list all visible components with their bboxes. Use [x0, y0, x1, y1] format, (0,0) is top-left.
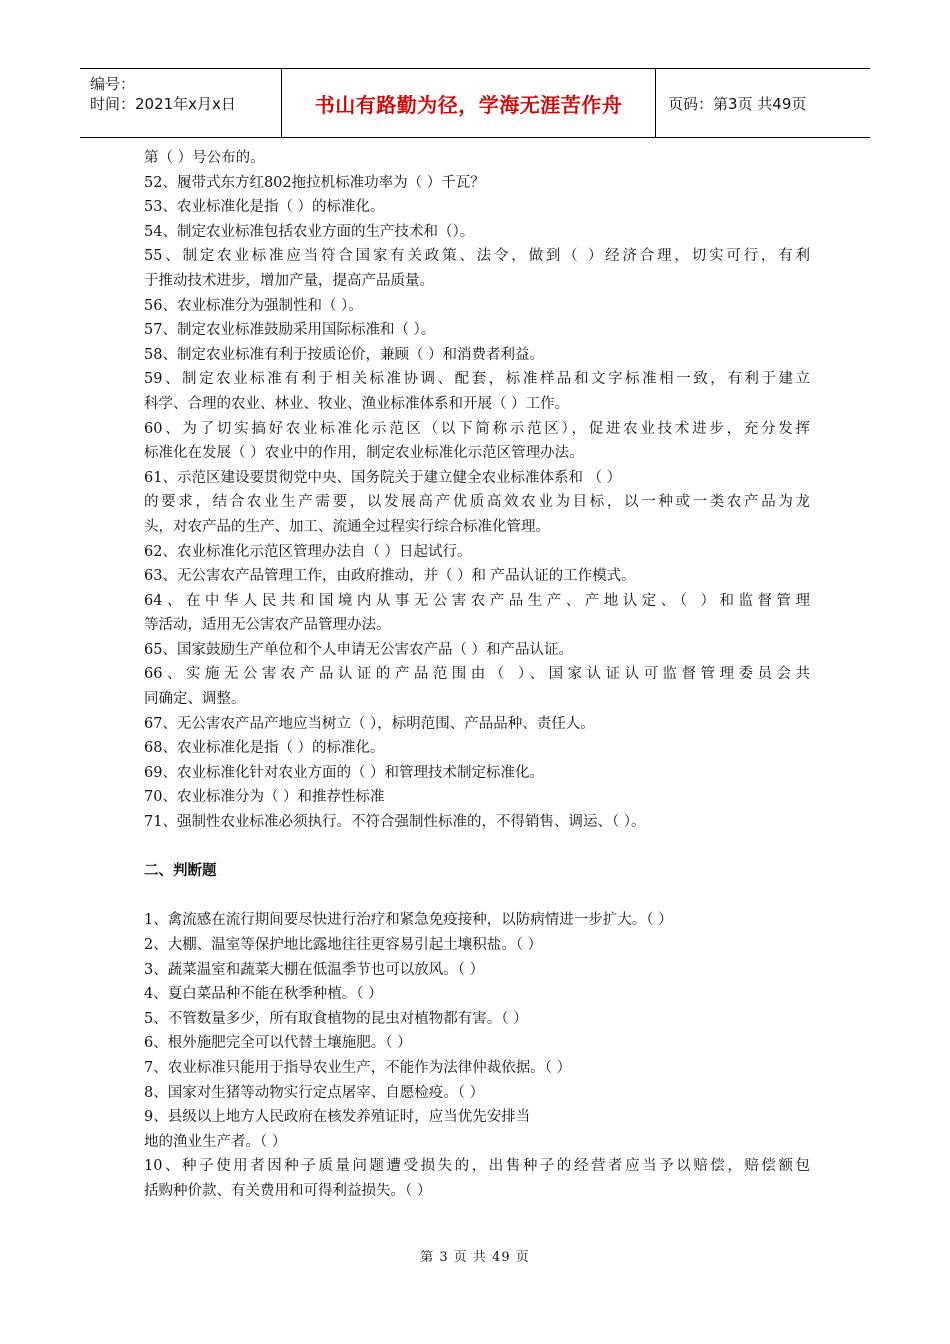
question-line: 61、示范区建设要贯彻党中央、国务院关于建立健全农业标准体系和 （ ）	[144, 469, 622, 486]
header-page-number: 页码：第3页 共49页	[668, 94, 807, 113]
question-line: 64、在中华人民共和国境内从事无公害农产品生产、产地认定、（ ）和监督管理	[144, 592, 810, 609]
judge-line: 9、县级以上地方人民政府在核发养殖证时，应当优先安排当	[144, 1109, 531, 1126]
question-line: 头，对农产品的生产、加工、流通全过程实行综合标准化管理。	[144, 518, 550, 535]
question-line: 于推动技术进步，增加产量，提高产品质量。	[144, 272, 434, 289]
question-line: 65、国家鼓励生产单位和个人申请无公害农产品（ ）和产品认证。	[144, 641, 574, 658]
question-line: 70、农业标准分为（ ）和推荐性标准	[144, 789, 385, 806]
question-line: 66、实施无公害农产品认证的产品范围由（ ）、国家认证认可监督管理委员会共	[144, 666, 810, 683]
judge-line: 3、蔬菜温室和蔬菜大棚在低温季节也可以放风。（ ）	[144, 961, 485, 978]
judge-line: 8、国家对生猪等动物实行定点屠宰、自愿检疫。（ ）	[144, 1084, 485, 1101]
judge-line: 4、夏白菜品种不能在秋季种植。（ ）	[144, 986, 383, 1003]
question-line: 52、履带式东方红802拖拉机标准功率为（ ）千瓦？	[144, 174, 485, 191]
question-line: 54、制定农业标准包括农业方面的生产技术和（）。	[144, 223, 475, 240]
question-line: 同确定、调整。	[144, 691, 246, 708]
question-line: 53、农业标准化是指（ ）的标准化。	[144, 199, 385, 216]
header-motto: 书山有路勤为径，学海无涯苦作舟	[282, 69, 656, 137]
question-line: 67、无公害农产品产地应当树立（ ），标明范围、产品品种、责任人。	[144, 715, 595, 732]
document-number-label: 编号：	[90, 75, 136, 93]
spacer	[144, 884, 810, 909]
question-line: 60、为了切实搞好农业标准化示范区（以下简称示范区），促进农业技术进步，充分发挥	[144, 420, 810, 437]
header-meta	[80, 69, 282, 137]
question-line: 69、农业标准化针对农业方面的（ ）和管理技术制定标准化。	[144, 764, 545, 781]
document-body	[144, 146, 810, 1204]
question-line: 标准化在发展（ ）农业中的作用，制定农业标准化示范区管理办法。	[144, 445, 584, 462]
question-line: 等活动，适用无公害农产品管理办法。	[144, 617, 391, 634]
question-line: 59、制定农业标准有利于相关标准协调、配套，标准样品和文字标准相一致，有利于建立	[144, 371, 810, 388]
judge-line: 6、根外施肥完全可以代替土壤施肥。（ ）	[144, 1035, 412, 1052]
question-line: 科学、合理的农业、林业、牧业、渔业标准体系和开展（ ）工作。	[144, 395, 570, 412]
spacer	[144, 835, 810, 860]
question-line: 57、制定农业标准鼓励采用国际标准和（ ）。	[144, 322, 436, 339]
judge-line: 括购种价款、有关费用和可得利益损失。（ ）	[144, 1182, 432, 1199]
judge-line: 10、种子使用者因种子质量问题遭受损失的，出售种子的经营者应当予以赔偿，赔偿额包	[144, 1158, 810, 1175]
judge-line: 2、大棚、温室等保护地比露地往往更容易引起土壤积盐。（ ）	[144, 937, 543, 953]
question-line: 71、强制性农业标准必须执行。不符合强制性标准的，不得销售、调运、（ ）。	[144, 814, 646, 831]
document-date-label: 时间：2021年x月x日	[90, 95, 236, 113]
page-footer: 第 3 页 共 49 页	[420, 1250, 530, 1265]
question-line: 63、无公害农产品管理工作，由政府推动，并（ ）和 产品认证的工作模式。	[144, 568, 636, 585]
question-line: 第（ ）号公布的。	[144, 150, 265, 166]
judge-line: 7、农业标准只能用于指导农业生产，不能作为法律仲裁依据。（ ）	[144, 1059, 572, 1076]
question-line: 56、农业标准分为强制性和（ ）。	[144, 297, 363, 314]
section-title: 二、判断题	[144, 863, 217, 880]
question-line: 68、农业标准化是指（ ）的标准化。	[144, 740, 385, 757]
judge-line: 5、不管数量多少，所有取食植物的昆虫对植物都有害。（ ）	[144, 1010, 528, 1027]
question-line: 62、农业标准化示范区管理办法自（ ）日起试行。	[144, 543, 472, 560]
question-line: 的要求，结合农业生产需要，以发展高产优质高效农业为目标，以一种或一类农产品为龙	[144, 494, 810, 511]
page-header	[80, 68, 870, 138]
question-line: 58、制定农业标准有利于按质论价，兼顾（ ）和消费者利益。	[144, 346, 545, 363]
question-line: 55、制定农业标准应当符合国家有关政策、法令，做到（ ）经济合理，切实可行，有利	[144, 248, 810, 265]
judge-line: 1、禽流感在流行期间要尽快进行治疗和紧急免疫接种，以防病情进一步扩大。（ ）	[144, 912, 673, 929]
judge-line: 地的渔业生产者。（ ）	[144, 1133, 287, 1150]
